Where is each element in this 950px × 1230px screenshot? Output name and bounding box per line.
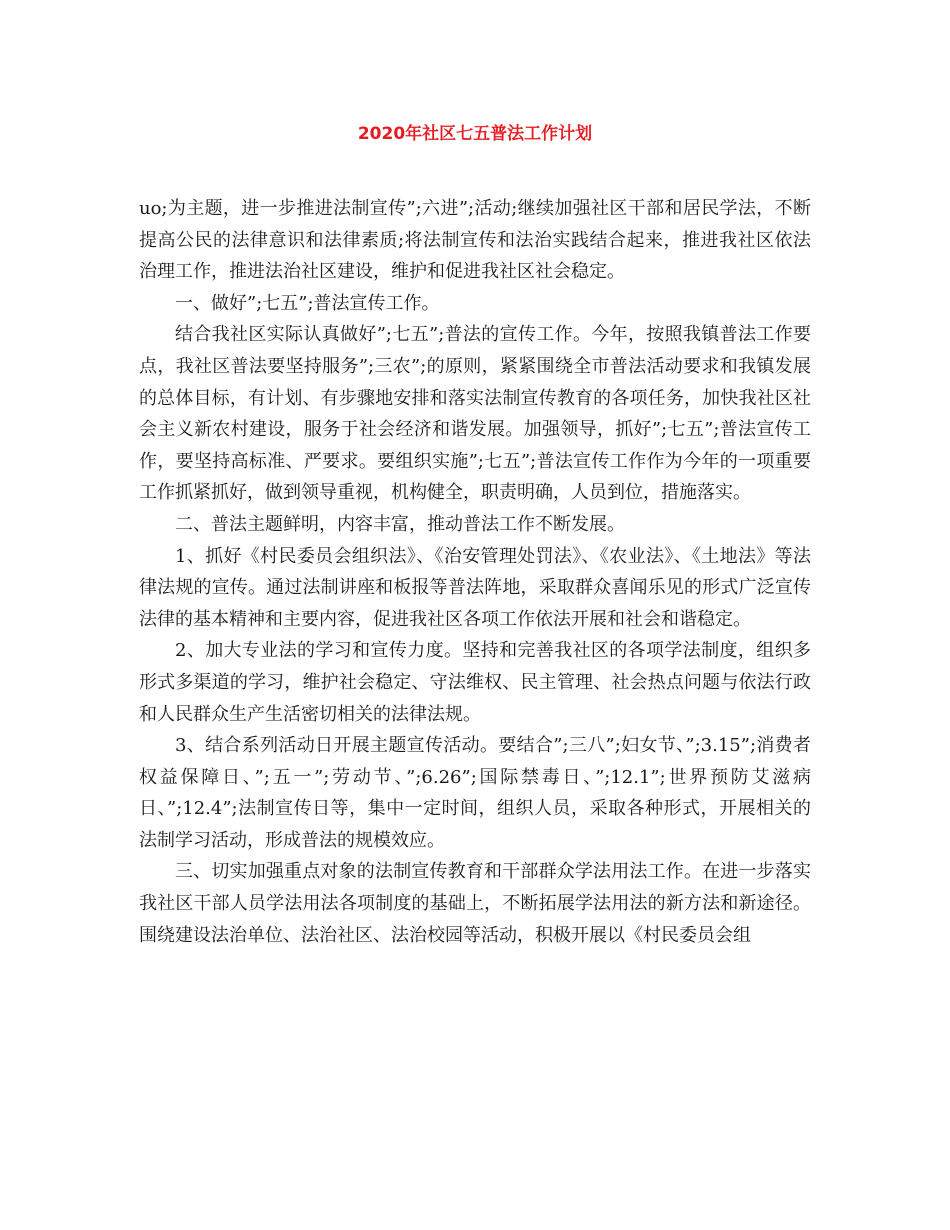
paragraph-section-3: 三、切实加强重点对象的法制宣传教育和干部群众学法用法工作。在进一步落实我社区干部人员学法用法各项制度的基础上，不断拓展学法用法的新方法和新途径。围绕建设法治单位、法治社区、法治校园等活动，积极开展以《村民委员会组 (139, 861, 811, 946)
section-heading-2: 二、普法主题鲜明，内容丰富，推动普法工作不断发展。 (175, 513, 625, 535)
paragraph-section-1: 结合我社区实际认真做好”;七五”;普法的宣传工作。今年，按照我镇普法工作要点，我社区普法要坚持服务”;三农”;的原则，紧紧围绕全市普法活动要求和我镇发展的总体目标，有计划、有步骤地安排和落实法制宣传教育的各项任务，加快我社区社会主义新农村建设，服务于社会经济和谐发展。加强领导，抓好”;七五”;普法宣传工作，要坚持高标准、严要求。要组织实施”;七五”;普法宣传工作作为今年的一项重要工作抓紧抓好，做到领导重视，机构健全，职责明确，人员到位，措施落实。 (139, 324, 811, 504)
paragraph-intro: uo;为主题，进一步推进法制宣传”;六进”;活动;继续加强社区干部和居民学法，不断提高公民的法律意识和法律素质;将法制宣传和法治实践结合起来，推进我社区依法治理工作，推进法治社区建设，维护和促进我社区社会稳定。 (139, 198, 811, 283)
document-title: 2020年社区七五普法工作计划 (357, 124, 593, 144)
paragraph-item-3: 3、结合系列活动日开展主题宣传活动。要结合”;三八”;妇女节、”;3.15”;消费者权益保障日、”;五一”;劳动节、”;6.26”;国际禁毒日、”;12.1”;世界预防艾滋病日、”;12.4”;法制宣传日等，集中一定时间，组织人员，采取各种形式，开展相关的法制学习活动，形成普法的规模效应。 (139, 735, 811, 851)
document-body (139, 193, 811, 951)
paragraph-item-1: 1、抓好《村民委员会组织法》、《治安管理处罚法》、《农业法》、《土地法》等法律法规的宣传。通过法制讲座和板报等普法阵地，采取群众喜闻乐见的形式广泛宣传法律的基本精神和主要内容，促进我社区各项工作依法开展和社会和谐稳定。 (139, 545, 811, 630)
paragraph-item-2: 2、加大专业法的学习和宣传力度。坚持和完善我社区的各项学法制度，组织多形式多渠道的学习，维护社会稳定、守法维权、民主管理、社会热点问题与依法行政和人民群众生产生活密切相关的法律法规。 (139, 640, 811, 725)
section-heading-1: 一、做好”;七五”;普法宣传工作。 (175, 292, 440, 314)
